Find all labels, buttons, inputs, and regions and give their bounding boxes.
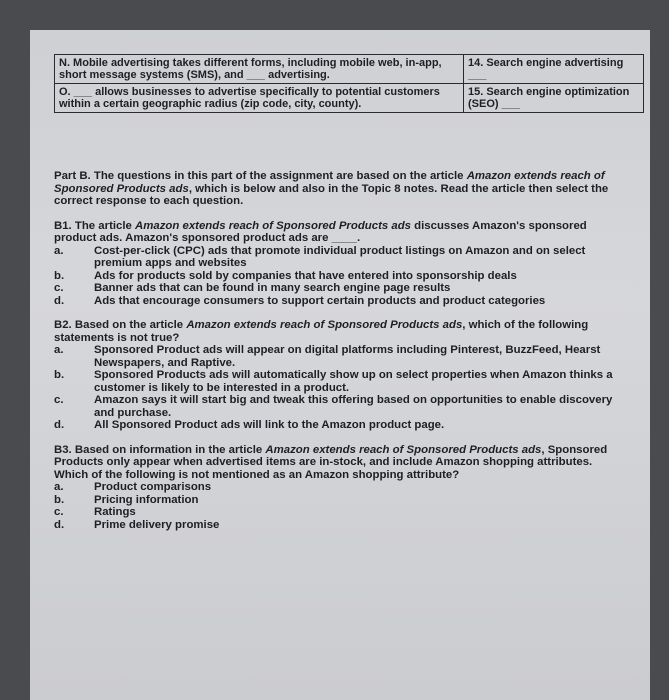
- question-stem: B1. The article Amazon extends reach of Sponsored Products ads discusses Amazon's sponsored product ads. Amazon's sponsored product ads are ____.: [54, 219, 587, 244]
- question-stem: B2. Based on the article Amazon extends reach of Sponsored Products ads, which of the following statements is not true?: [54, 319, 589, 344]
- questions-content: [54, 170, 614, 531]
- article-title: Amazon extends reach of Sponsored Products ads: [135, 219, 411, 232]
- matching-table: [54, 54, 644, 113]
- table-cell: 15. Search engine optimization (SEO) ___: [464, 84, 644, 113]
- option-b[interactable]: b. Ads for products sold by companies that have entered into sponsorship deals: [54, 269, 517, 282]
- article-title: Amazon extends reach of Sponsored Products ads: [54, 170, 605, 195]
- article-title: Amazon extends reach of Sponsored Products ads: [186, 319, 463, 331]
- table-row: [55, 55, 644, 84]
- option-c[interactable]: c. Banner ads that can be found in many search engine page results: [54, 282, 451, 294]
- option-b[interactable]: b. Sponsored Products ads will automatically show up on select properties when Amazon thinks a customer is likely to be interested in a product.: [54, 369, 613, 394]
- option-d[interactable]: d. Ads that encourage consumers to support certain products and product categories: [54, 294, 546, 307]
- option-d[interactable]: d. Prime delivery promise: [54, 518, 220, 531]
- question-b2: [54, 319, 614, 432]
- table-cell: O. ___ allows businesses to advertise specifically to potential customers within a certain geographic radius (zip code, city, county).: [55, 84, 464, 113]
- option-c[interactable]: c. Amazon says it will start big and tweak this offering based on opportunities to enable discovery and purchase.: [54, 394, 613, 419]
- option-b[interactable]: b. Pricing information: [54, 493, 199, 506]
- part-b-intro: Part B. The questions in this part of the assignment are based on the article Amazon extends reach of Sponsored Products ads, which is below and also in the Topic 8 notes. Read the article then select the correct response to each question.: [54, 170, 609, 207]
- option-a[interactable]: a. Product comparisons: [54, 481, 212, 493]
- option-c[interactable]: c. Ratings: [54, 506, 136, 518]
- question-b3: [54, 444, 614, 532]
- option-d[interactable]: d. All Sponsored Product ads will link to the Amazon product page.: [54, 419, 445, 431]
- option-a[interactable]: a. Cost-per-click (CPC) ads that promote individual product listings on Amazon and on select premium apps and websites: [54, 244, 586, 269]
- article-title: Amazon extends reach of Sponsored Products ads: [265, 443, 542, 456]
- table-cell: 14. Search engine advertising ___: [464, 55, 644, 84]
- table-row: [55, 84, 644, 113]
- question-b1: [54, 220, 614, 308]
- question-stem: B3. Based on information in the article Amazon extends reach of Sponsored Products ads, Sponsored Products only appear when advertised items are in-stock, and include Amazon shopping attributes. Which of the following is not mentioned as an Amazon shopping attribute?: [54, 443, 608, 481]
- option-a[interactable]: a. Sponsored Product ads will appear on digital platforms including Pinterest, BuzzFeed, Hearst Newspapers, and Raptive.: [54, 344, 601, 369]
- table-cell: N. Mobile advertising takes different forms, including mobile web, in-app, short message systems (SMS), and ___ advertising.: [55, 55, 464, 84]
